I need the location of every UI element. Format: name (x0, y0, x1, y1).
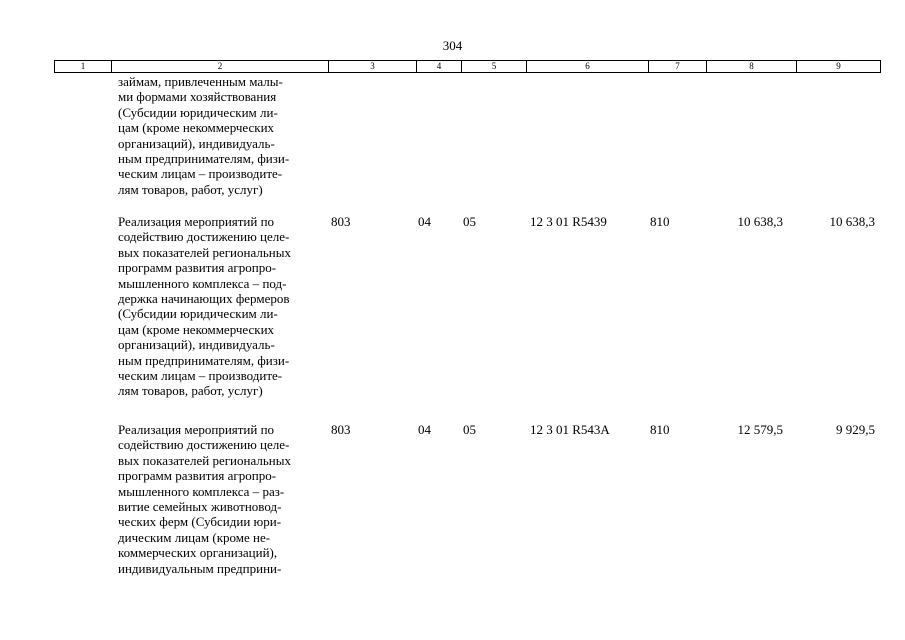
cell-ministry-code: 803 (331, 214, 351, 229)
description-line: лям товаров, работ, услуг) (118, 383, 263, 399)
column-number-header (54, 60, 881, 73)
cell-expense-type: 810 (650, 214, 670, 229)
description-line: дическим лицам (кроме не- (118, 529, 271, 545)
description-line: мышленного комплекса – раз- (118, 483, 285, 499)
description-line: цам (кроме некоммерческих (118, 321, 275, 337)
cell-subsection: 05 (463, 422, 476, 437)
description-line: Реализация мероприятий по (118, 422, 275, 437)
description-line: программ развития агропро- (118, 468, 277, 484)
row-description (118, 214, 291, 399)
description-line: организаций), индивидуаль- (118, 337, 275, 353)
column-header-8: 8 (707, 61, 797, 73)
cell-expense-type: 810 (650, 422, 670, 437)
column-header-4: 4 (417, 61, 462, 73)
description-line: ческих ферм (Субсидии юри- (118, 514, 282, 530)
description-line: витие семейных животновод- (118, 499, 282, 515)
column-header-1: 1 (55, 61, 112, 73)
column-header-6: 6 (527, 61, 649, 73)
column-header-5: 5 (462, 61, 527, 73)
cell-section: 04 (418, 214, 431, 229)
description-line: держка начинающих фермеров (118, 291, 290, 307)
column-header-2: 2 (112, 61, 329, 73)
description-line: (Субсидии юридическим ли- (118, 306, 278, 322)
column-header-7: 7 (649, 61, 707, 73)
description-line: вых показателей региональных (118, 244, 291, 260)
cell-amount-1: 12 579,5 (737, 422, 783, 437)
description-line: ным предпринимателям, физи- (118, 352, 290, 368)
row-description (118, 74, 289, 197)
description-line: займам, привлеченным малы- (118, 74, 283, 89)
description-line: индивидуальным предприни- (118, 560, 282, 576)
cell-ministry-code: 803 (331, 422, 351, 437)
cell-amount-1: 10 638,3 (737, 214, 783, 229)
cell-target-article: 12 3 01 R543A (530, 422, 610, 437)
description-line: программ развития агропро- (118, 260, 277, 276)
description-line: коммерческих организаций), (118, 545, 278, 561)
cell-section: 04 (418, 422, 431, 437)
description-line: ным предпринимателям, физи- (118, 151, 290, 167)
cell-subsection: 05 (463, 214, 476, 229)
description-line: ческим лицам – производите- (118, 166, 283, 182)
column-header-3: 3 (329, 61, 417, 73)
description-line: содействию достижению целе- (118, 437, 290, 453)
page-number: 304 (442, 38, 463, 53)
description-line: ческим лицам – производите- (118, 368, 283, 384)
description-line: (Субсидии юридическим ли- (118, 104, 278, 120)
cell-amount-2: 10 638,3 (829, 214, 875, 229)
cell-amount-2: 9 929,5 (836, 422, 875, 437)
description-line: мышленного комплекса – под- (118, 275, 287, 291)
column-header-9: 9 (797, 61, 881, 73)
description-line: организаций), индивидуаль- (118, 135, 275, 151)
cell-target-article: 12 3 01 R5439 (530, 214, 607, 229)
row-description (118, 422, 291, 576)
description-line: вых показателей региональных (118, 452, 291, 468)
description-line: ми формами хозяйствования (118, 89, 277, 105)
description-line: лям товаров, работ, услуг) (118, 181, 263, 197)
description-line: содействию достижению целе- (118, 229, 290, 245)
description-line: цам (кроме некоммерческих (118, 120, 275, 136)
description-line: Реализация мероприятий по (118, 214, 275, 229)
